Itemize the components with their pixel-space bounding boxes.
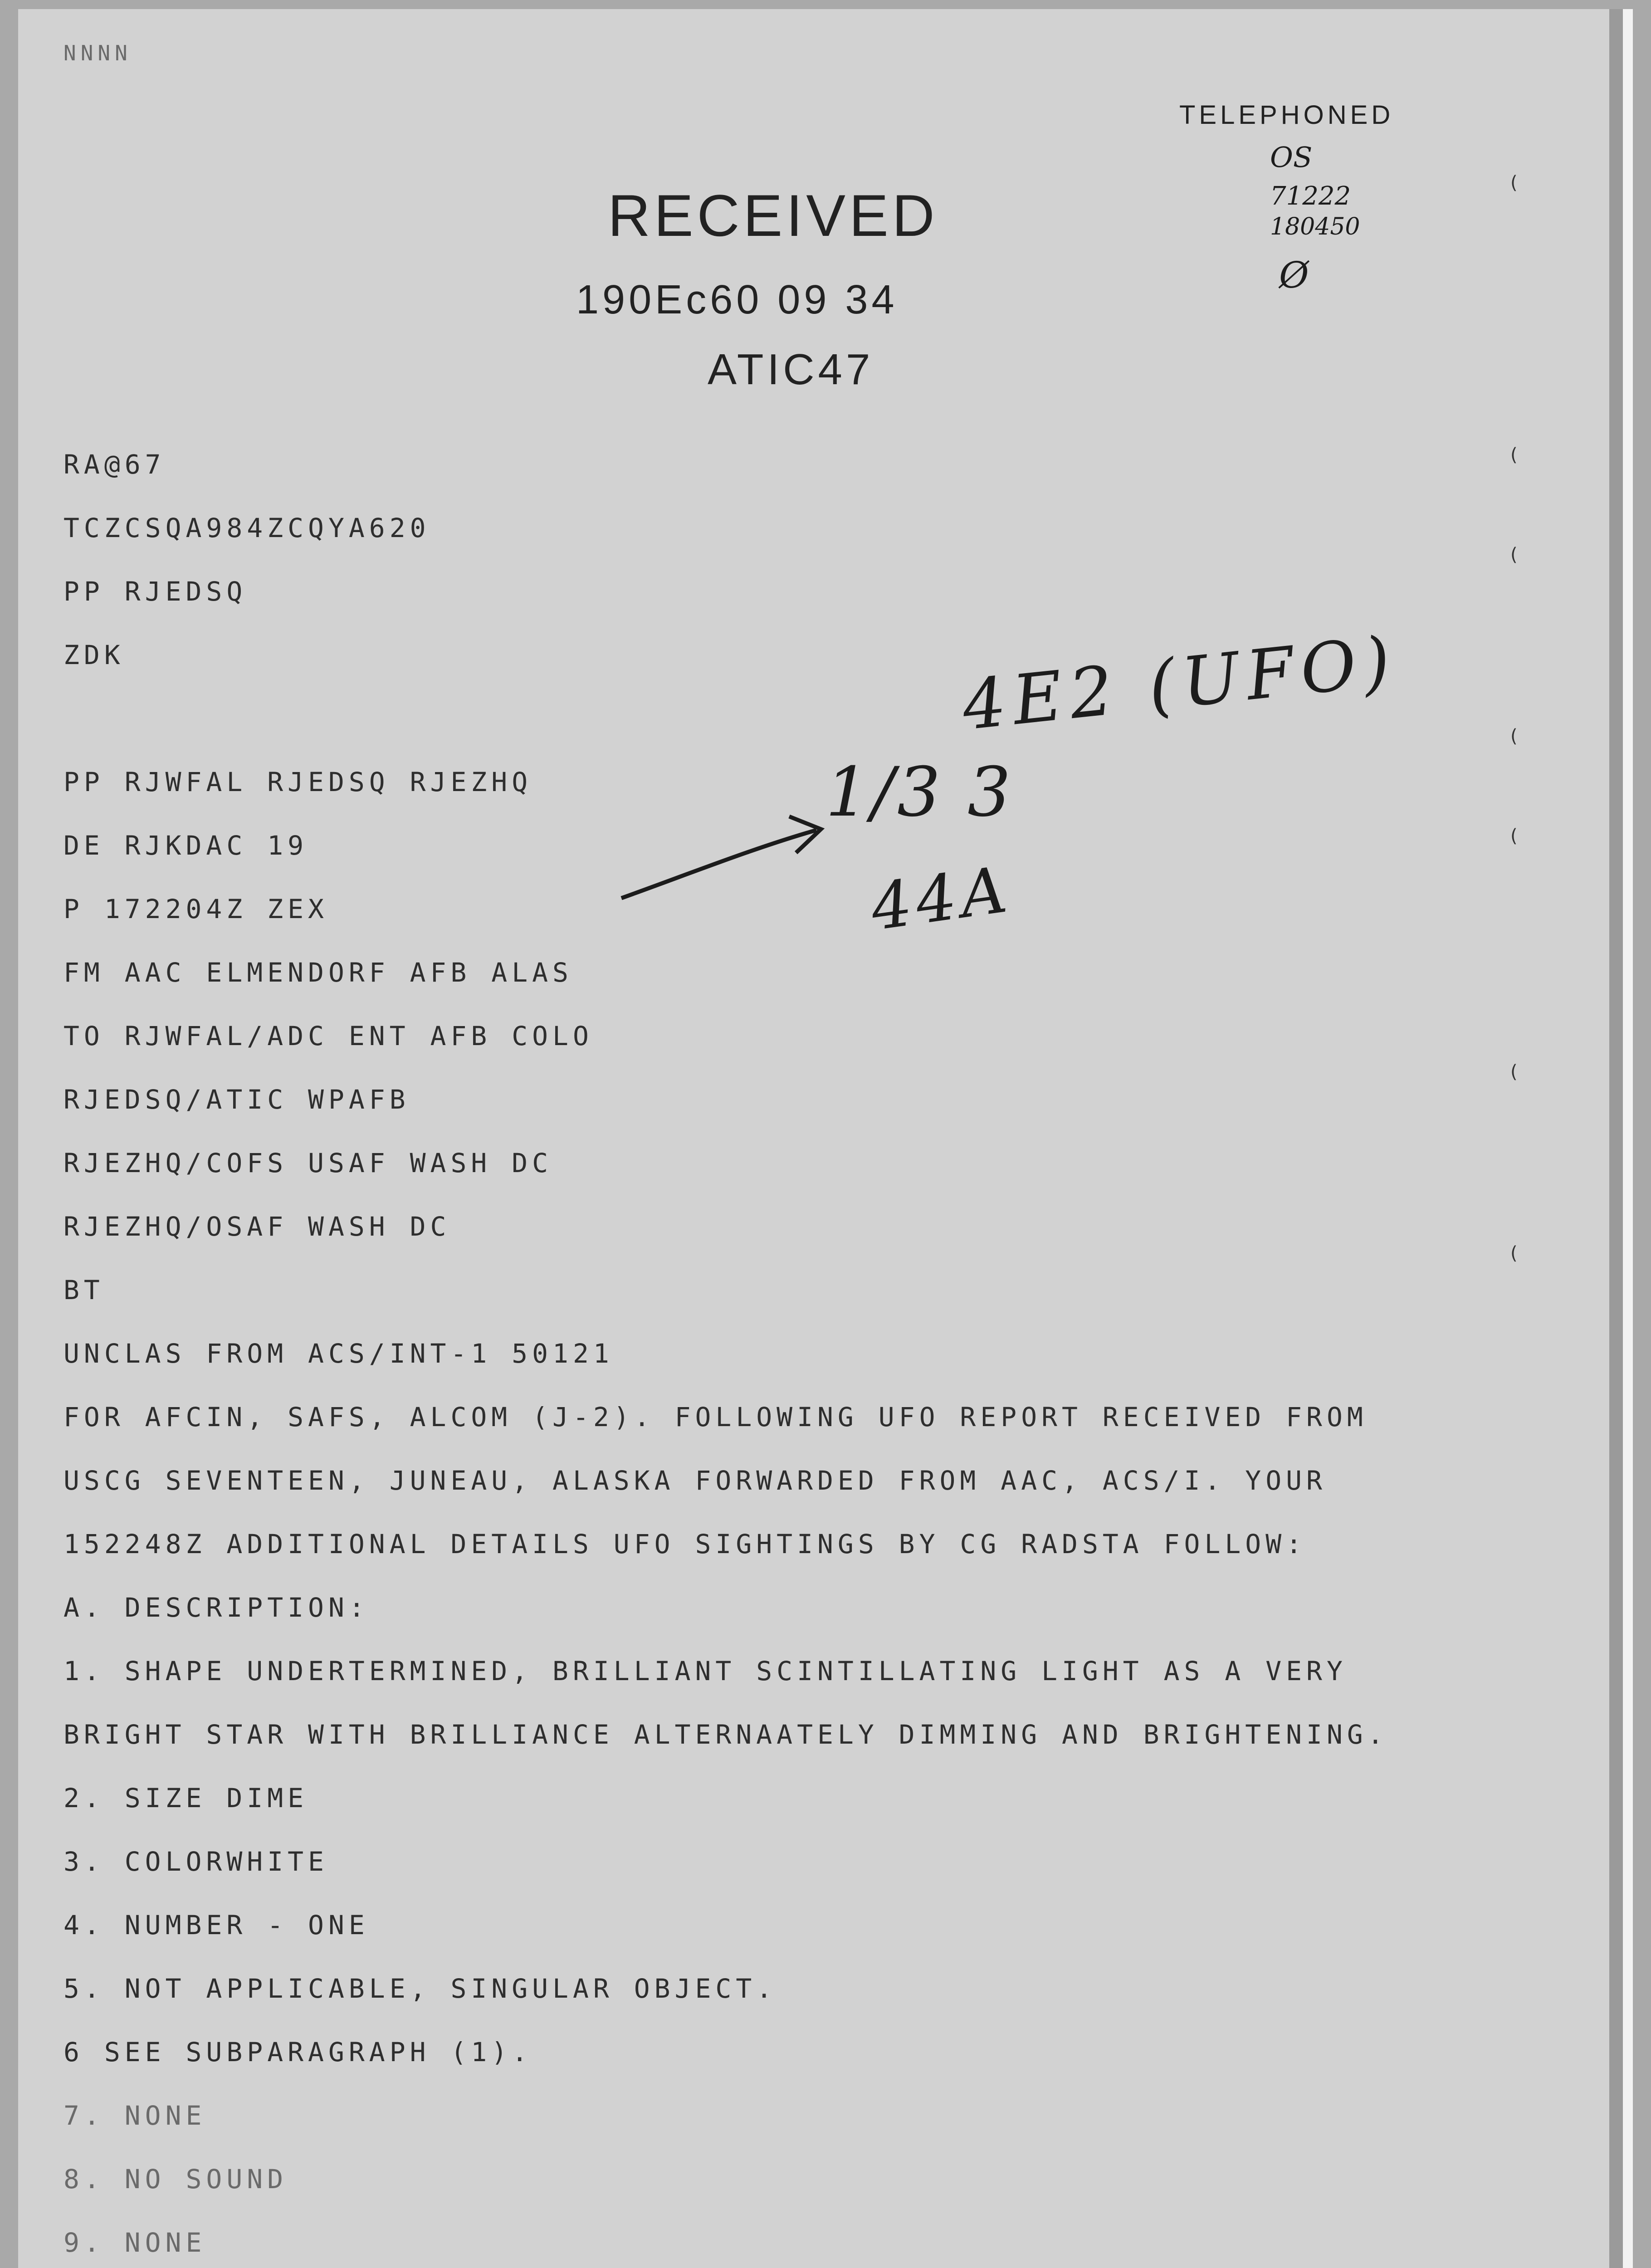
header-line: RA@67 (64, 449, 166, 480)
body-line: 152248Z ADDITIONAL DETAILS UFO SIGHTINGS BY CG RADSTA FOLLOW: (64, 1529, 1307, 1559)
filing-line-1: OS (1270, 141, 1313, 174)
margin-mark: ( (1510, 172, 1518, 193)
body-line: FOR AFCIN, SAFS, ALCOM (J-2). FOLLOWING UFO REPORT RECEIVED FROM (64, 1402, 1368, 1432)
header-line: PP RJWFAL RJEDSQ RJEZHQ (64, 767, 532, 797)
header-line: BT (64, 1275, 104, 1305)
corner-text: NNNN (64, 41, 132, 65)
handwritten-case-code: 4E2 (UFO) (958, 621, 1402, 746)
margin-mark: ( (1510, 445, 1518, 465)
header-line: TCZCSQA984ZCQYA620 (64, 513, 430, 543)
header-line: TO RJWFAL/ADC ENT AFB COLO (64, 1021, 593, 1051)
filing-line-2: 71222 (1270, 181, 1351, 211)
header-line: ZDK (64, 640, 125, 670)
body-line: A. DESCRIPTION: (64, 1592, 369, 1623)
header-line: RJEZHQ/OSAF WASH DC (64, 1211, 451, 1242)
handwritten-note: 44A (866, 852, 1016, 945)
body-line: 1. SHAPE UNDERTERMINED, BRILLIANT SCINTILLATING LIGHT AS A VERY (64, 1656, 1347, 1686)
body-line: 9. NONE (64, 2227, 206, 2258)
header-line: P 172204Z ZEX (64, 894, 328, 924)
margin-mark: ( (1510, 1243, 1518, 1264)
arrow-icon (617, 807, 844, 925)
page-edge-shadow (1609, 9, 1623, 2268)
margin-mark: ( (1510, 544, 1518, 565)
body-line: 4. NUMBER - ONE (64, 1910, 369, 1941)
handwritten-fraction: 1/3 3 (826, 753, 1014, 832)
margin-mark: ( (1510, 1061, 1518, 1082)
header-line: PP RJEDSQ (64, 576, 247, 607)
body-line: 3. COLORWHITE (64, 1846, 328, 1877)
body-line: USCG SEVENTEEN, JUNEAU, ALASKA FORWARDED FROM AAC, ACS/I. YOUR (64, 1465, 1327, 1496)
body-line: UNCLAS FROM ACS/INT-1 50121 (64, 1338, 614, 1369)
received-title: RECEIVED (608, 182, 938, 249)
body-line: 2. SIZE DIME (64, 1783, 308, 1813)
body-line: 5. NOT APPLICABLE, SINGULAR OBJECT. (64, 1973, 777, 2004)
body-line: 8. NO SOUND (64, 2164, 288, 2195)
page-edge (1623, 9, 1633, 2268)
header-line: RJEDSQ/ATIC WPAFB (64, 1084, 410, 1115)
teletype-page (18, 9, 1633, 2268)
filing-line-3: 180450 (1270, 213, 1360, 240)
received-office: ATIC47 (708, 345, 874, 394)
body-line: 6 SEE SUBPARAGRAPH (1). (64, 2037, 532, 2068)
header-line: DE RJKDAC 19 (64, 830, 308, 861)
body-line: 7. NONE (64, 2100, 206, 2131)
margin-mark: ( (1510, 726, 1518, 747)
header-line: FM AAC ELMENDORF AFB ALAS (64, 957, 573, 988)
body-line: BRIGHT STAR WITH BRILLIANCE ALTERNAATELY DIMMING AND BRIGHTENING. (64, 1719, 1388, 1750)
filing-label: TELEPHONED (1179, 100, 1394, 130)
filing-line-4: Ø (1279, 254, 1309, 296)
received-date-time: 190Ec60 09 34 (576, 277, 898, 323)
header-line: RJEZHQ/COFS USAF WASH DC (64, 1148, 553, 1178)
margin-mark: ( (1510, 826, 1518, 846)
